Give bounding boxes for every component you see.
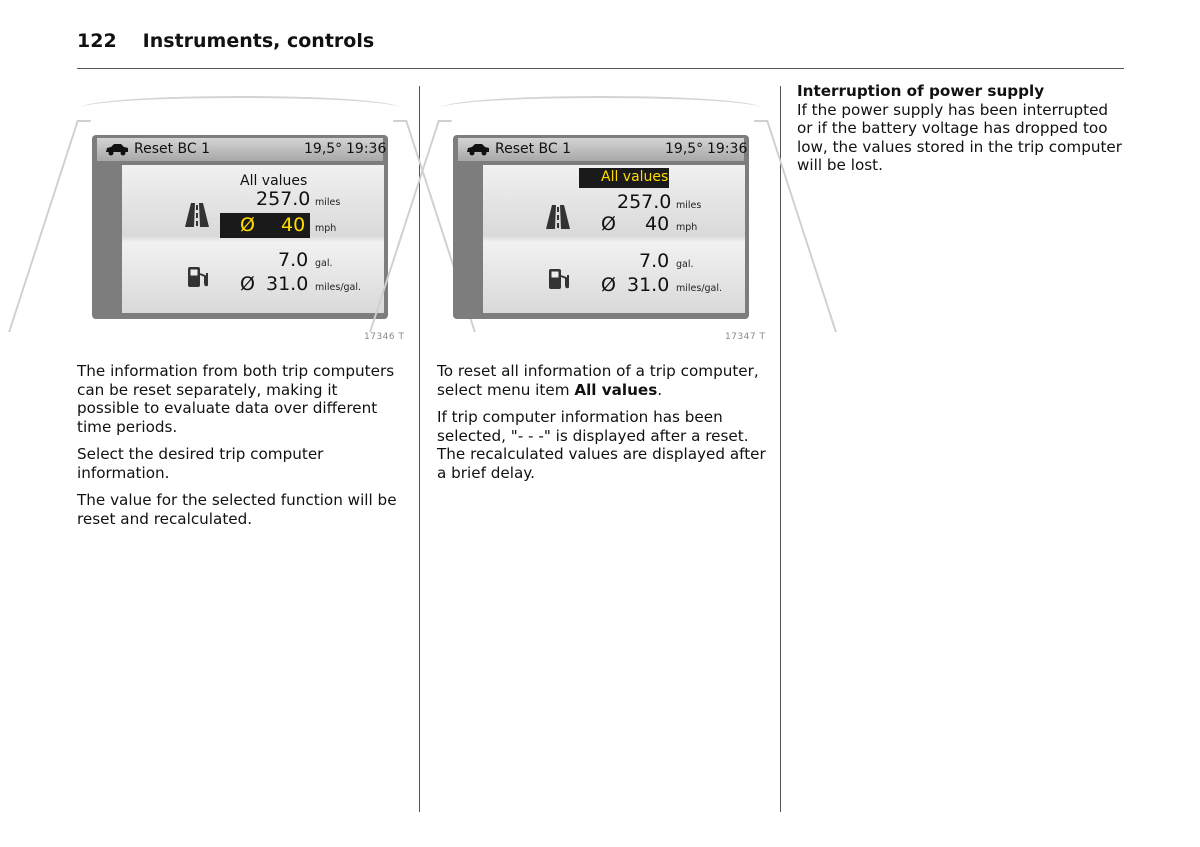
bezel-outline	[442, 96, 760, 108]
avg-speed-symbol: Ø	[240, 214, 255, 236]
trip-computer-figure-2	[438, 86, 768, 346]
display-panel	[122, 165, 384, 313]
fuel-value: 7.0	[278, 249, 309, 271]
avg-consumption-value: 31.0	[627, 274, 670, 296]
paragraph: The information from both trip computers can be reset separately, making it possible to evaluate data over different time periods.	[77, 362, 395, 436]
display-screen	[92, 135, 388, 319]
avg-consumption-symbol: Ø	[240, 273, 255, 295]
paragraph: Select the desired trip computer information.	[77, 445, 324, 482]
road-icon	[184, 203, 210, 227]
bezel-outline	[8, 120, 91, 332]
fuel-unit: gal.	[676, 259, 694, 270]
road-icon	[545, 205, 571, 229]
speed-unit: mph	[676, 222, 698, 233]
column-2-text	[437, 362, 767, 491]
section-heading: Interruption of power supply	[797, 82, 1045, 100]
avg-speed-value: 40	[281, 214, 306, 236]
avg-speed-value: 40	[645, 213, 670, 235]
paragraph: The value for the selected function will be reset and recalculated.	[77, 491, 397, 528]
outside-temperature: 19,5°	[665, 141, 704, 157]
consumption-unit: miles/gal.	[676, 283, 723, 294]
display-screen	[453, 135, 749, 319]
fuel-unit: gal.	[315, 258, 333, 269]
avg-consumption-symbol: Ø	[601, 274, 616, 296]
car-icon	[466, 143, 490, 156]
menu-item-reference: All values	[574, 380, 658, 399]
display-status-bar	[97, 138, 387, 161]
clock: 19:36	[346, 141, 387, 157]
header-rule	[77, 68, 1124, 69]
selected-avg-speed-highlight[interactable]	[220, 213, 310, 238]
paragraph: If the power supply has been interrupted or if the battery voltage has dropped too low, the values stored in the trip computer will be lost.	[797, 100, 1123, 174]
paragraph	[437, 362, 767, 399]
display-title: Reset BC 1	[134, 141, 211, 157]
avg-consumption-value: 31.0	[266, 273, 309, 295]
trip-computer-figure-1	[77, 86, 407, 346]
column-1-text	[77, 362, 402, 537]
figure-caption: 17347 T	[725, 332, 766, 342]
column-3-text	[797, 82, 1127, 184]
menu-item-all-values: All values	[601, 169, 669, 185]
display-title: Reset BC 1	[495, 141, 572, 157]
menu-item-all-values: All values	[240, 173, 308, 189]
fuel-value: 7.0	[639, 250, 670, 272]
page-header	[77, 30, 374, 52]
consumption-unit: miles/gal.	[315, 282, 362, 293]
distance-value: 257.0	[256, 188, 311, 210]
speed-unit: mph	[315, 223, 337, 234]
fuel-pump-icon	[547, 267, 571, 291]
bezel-outline	[81, 96, 399, 108]
section-title: Instruments, controls	[142, 30, 375, 52]
clock: 19:36	[707, 141, 748, 157]
distance-unit: miles	[676, 200, 702, 211]
paragraph: If trip computer information has been selected, "- - -" is displayed after a reset. The recalculated values are displayed after a brief delay.	[437, 408, 766, 482]
distance-unit: miles	[315, 197, 341, 208]
distance-value: 257.0	[617, 191, 672, 213]
avg-speed-symbol: Ø	[601, 213, 616, 235]
figure-caption: 17346 T	[364, 332, 405, 342]
selected-menu-item-highlight[interactable]	[579, 168, 669, 188]
display-status-bar	[458, 138, 748, 161]
fuel-pump-icon	[186, 265, 210, 289]
outside-temperature: 19,5°	[304, 141, 343, 157]
text-run: To reset all information of a trip computer, select menu item	[437, 362, 759, 399]
page-number: 122	[77, 30, 117, 52]
display-panel	[483, 165, 745, 313]
text-run: .	[657, 380, 663, 399]
car-icon	[105, 143, 129, 156]
